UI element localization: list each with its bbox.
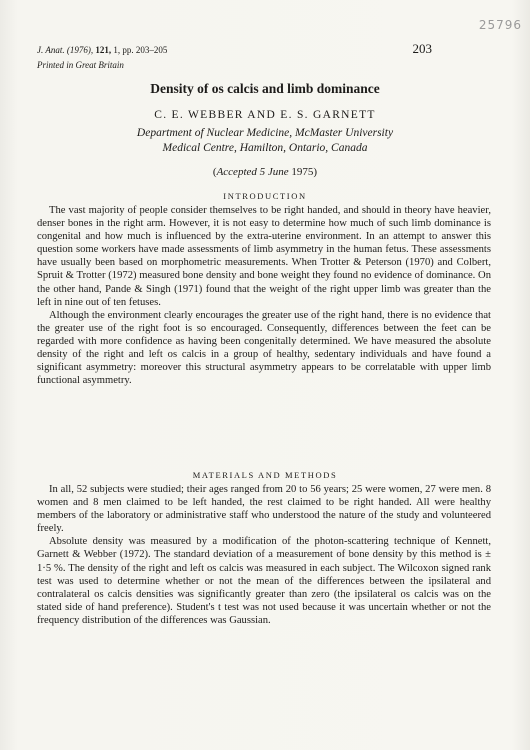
paragraph: Absolute density was measured by a modification of the photon-scattering technique of Kennett, Garnett & Webber (1972). The standard deviation of a measurement of bone density by this method is ± 1·5 %. The density of the right and left os calcis was measured in each subject. The Wilcoxon signed rank test was used to determine whether or not the mean of the differences between the ipsilateral and contralateral os calcis densities was significantly greater than zero (the ipsilateral os calcis was on the stated side of hand preference). Student's t test was not used because it was uncertain whether or not the frequency distribution of the differences was Gaussian. [37,536,491,626]
accepted-open: ( [212,166,217,178]
journal-name: J. Anat. [37,45,65,55]
accepted-text: Accepted 5 June [216,166,289,178]
handwritten-note: 25796 [478,18,522,32]
section-heading-materials-methods: MATERIALS AND METHODS [192,470,338,480]
affiliation [0,126,530,156]
paragraph: Although the environment clearly encourages the greater use of the right hand, there is no evidence that the greater use of the right foot is so encouraged. Consequently, differences between the feet can be regarded with more confidence as having been congenitally determined. We have measured the absolute density of the right and left os calcis in a group of healthy, sedentary individuals and have found a significant asymmetry: moreover this structural asymmetry appears to be correlatable with upper limb functional asymmetry. [37,309,491,387]
accepted-date [0,166,530,178]
paragraph: In all, 52 subjects were studied; their ages ranged from 20 to 56 years; 25 were women, 27 were men. 8 women and 8 men claimed to be left handed, the rest claimed to be right handed. All were healthy members of the laboratory or administrative staff who understood the nature of the study and volunteered freely. [37,484,491,535]
introduction-body [37,204,491,387]
paragraph: The vast majority of people consider themselves to be right handed, and should in theory have heavier, denser bones in the right arm. However, it is not easy to determine how much of such limb dominance is congenital and how much is influenced by the extra-uterine environment. In an attempt to answer this question some workers have made assessments of limb asymmetry in the human fetus. These assessments have usually been based on morphometric measurements. When Trotter & Peterson (1970) and Colbert, Spruit & Trotter (1972) measured bone density and bone weight they found no evidence of dominance. On the other hand, Pande & Singh (1971) found that the weight of the right upper limb was greater than the left in nine out of ten fetuses. [37,205,491,308]
paper-authors: C. E. WEBBER AND E. S. GARNETT [154,109,376,121]
methods-body [37,483,491,627]
journal-year: (1976), [66,45,94,55]
journal-header [37,43,167,73]
paper-title: Density of os calcis and limb dominance [150,81,380,96]
printed-in: Printed in Great Britain [37,60,124,70]
affiliation-line-1: Department of Nuclear Medicine, McMaster University [136,127,394,139]
accepted-year: 1975) [288,166,318,178]
journal-pages: 1, pp. 203–205 [113,45,168,55]
journal-volume: 121, [95,45,112,55]
page-number: 203 [412,41,432,56]
section-heading-introduction: INTRODUCTION [223,191,307,201]
citation-line [37,43,167,58]
affiliation-line-2: Medical Centre, Hamilton, Ontario, Canada [162,142,368,154]
